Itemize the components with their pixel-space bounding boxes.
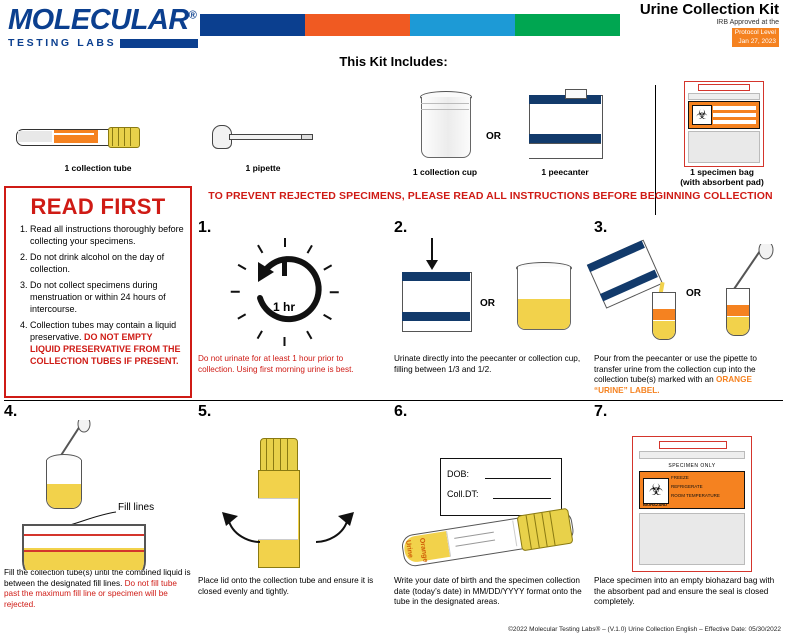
tube-body bbox=[652, 292, 676, 340]
logo-wordmark bbox=[8, 6, 198, 35]
step-7-illustration bbox=[594, 420, 784, 576]
kit-item-label: 1 collection tube bbox=[64, 163, 132, 173]
tube-orange-label bbox=[653, 309, 675, 320]
collection-tube-labeling bbox=[399, 498, 586, 581]
collection-cup-icon bbox=[390, 87, 500, 165]
clock-duration-label: 1 hr bbox=[272, 300, 295, 314]
read-first-item-warning: DO NOT EMPTY LIQUID PRESERVATIVE FROM THE COLLECTION TUBES IF PRESENT. bbox=[30, 331, 181, 366]
peecanter-icon bbox=[505, 87, 625, 165]
irb-protocol-line: Protocol Level bbox=[734, 29, 776, 37]
cap-rib bbox=[280, 439, 281, 473]
bag-seal-strip bbox=[659, 441, 727, 449]
step-3 bbox=[594, 220, 784, 397]
step-5 bbox=[198, 404, 378, 597]
step-6-text: Write your date of birth and the specimen collection date (today’s date) in MM/DD/YYYY format onto the tube in the designated areas. bbox=[394, 576, 582, 607]
step-3-number: 3. bbox=[594, 219, 608, 236]
peecanter-bottom-band bbox=[402, 312, 470, 321]
read-first-item-text: Do not drink alcohol on the day of collection. bbox=[30, 251, 165, 274]
kit-item-specimen-bag bbox=[662, 79, 782, 187]
step-4-illustration bbox=[4, 420, 192, 570]
bag-text-line-2 bbox=[713, 113, 756, 117]
tube-cap bbox=[517, 508, 574, 552]
step-2-illustration bbox=[394, 236, 584, 354]
tube-cap-rib-4 bbox=[130, 127, 131, 146]
tube-cap-rib-2 bbox=[118, 127, 119, 146]
kit-item-collection-tube bbox=[8, 109, 188, 173]
step-1-text-red: Do not urinate for at least 1 hour prior to collection. Using first morning urine is best. bbox=[198, 354, 354, 374]
kit-includes-heading: This Kit Includes: bbox=[339, 54, 448, 69]
fill-line-min bbox=[24, 550, 144, 552]
biohazard-symbol: ☣ bbox=[692, 105, 712, 125]
read-first-item bbox=[30, 224, 184, 248]
logo-wordmark-text: MOLECULAR bbox=[8, 4, 189, 36]
step-6-number: 6. bbox=[394, 403, 408, 420]
step-4-number: 4. bbox=[4, 403, 18, 420]
step-5-number: 5. bbox=[198, 403, 212, 420]
irb-date-line: Jan 27, 2023 bbox=[738, 37, 776, 45]
down-arrow-icon bbox=[418, 236, 448, 272]
step-4 bbox=[4, 404, 192, 611]
tube-closeup-body bbox=[22, 524, 146, 570]
specimen-bag-icon bbox=[662, 79, 782, 165]
kit-or-label: OR bbox=[486, 131, 501, 142]
step-6-illustration bbox=[394, 420, 584, 576]
bag-line-freeze: FREEZE bbox=[671, 475, 689, 480]
cap-rib bbox=[533, 514, 539, 548]
step-2-text: Urinate directly into the peecanter or collection cup, filling between 1/3 and 1/2. bbox=[394, 354, 581, 374]
peecanter-spout bbox=[565, 89, 587, 99]
step-3-or-label: OR bbox=[686, 288, 701, 299]
cup-urine-fill bbox=[518, 299, 570, 329]
fill-lines-label: Fill lines bbox=[118, 502, 155, 513]
tube-cap-rib-1 bbox=[112, 127, 113, 146]
fill-line-max bbox=[24, 534, 144, 536]
collection-tube-icon bbox=[8, 109, 188, 161]
specimen-bag bbox=[632, 436, 752, 572]
read-first-item bbox=[30, 280, 184, 316]
footer-copyright: ©2022 Molecular Testing Labs® – (V.1.0) Urine Collection English – Effective Date: 05/30/2022 bbox=[508, 626, 781, 633]
cap-rib bbox=[266, 439, 267, 473]
step-3-illustration bbox=[594, 236, 784, 354]
color-bar-cyan bbox=[410, 14, 515, 36]
color-bar-orange bbox=[305, 14, 410, 36]
cup-ring bbox=[421, 103, 469, 110]
read-first-item-text: Do not collect specimens during menstruation or within 24 hours of intercourse. bbox=[30, 279, 166, 314]
tube-body bbox=[726, 288, 750, 336]
kit-item-label: 1 specimen bag bbox=[690, 167, 754, 177]
step-7-number: 7. bbox=[594, 403, 608, 420]
bag-title: SPECIMEN ONLY bbox=[668, 463, 716, 469]
tube-urine-fill bbox=[653, 321, 675, 339]
tube-fill-lines-closeup bbox=[12, 524, 192, 570]
read-first-item bbox=[30, 252, 184, 276]
kit-item-label: 1 collection cup bbox=[412, 167, 478, 177]
section-divider bbox=[4, 400, 783, 401]
bag-biohazard-label: BIOHAZARD bbox=[643, 502, 667, 507]
cap-rib bbox=[541, 513, 547, 547]
read-first-item bbox=[30, 320, 184, 368]
dob-field-line[interactable] bbox=[485, 478, 551, 479]
step-1-text bbox=[198, 354, 376, 375]
coll-date-field-line[interactable] bbox=[493, 498, 551, 499]
rotate-arrows-icon bbox=[198, 498, 378, 558]
step-2 bbox=[394, 220, 584, 375]
bag-absorbent-pad bbox=[688, 131, 760, 163]
peecanter-bottom-band bbox=[529, 134, 601, 143]
instructions-banner: TO PREVENT REJECTED SPECIMENS, PLEASE READ ALL INSTRUCTIONS BEFORE BEGINNING COLLECTION bbox=[208, 190, 773, 202]
step-2-number: 2. bbox=[394, 219, 408, 236]
peecanter-illustration bbox=[402, 272, 472, 334]
step-1-number: 1. bbox=[198, 219, 212, 236]
page-title: Urine Collection Kit bbox=[639, 1, 779, 18]
kit-item-collection-cup bbox=[390, 87, 500, 177]
kit-contents-row bbox=[0, 69, 787, 191]
clock-icon bbox=[230, 238, 338, 346]
bag-text-line-3 bbox=[713, 120, 756, 124]
logo-bar bbox=[120, 39, 198, 48]
coll-date-field-label: Coll.DT: bbox=[447, 489, 479, 499]
bag-line-refrigerate: REFRIGERATE bbox=[671, 484, 703, 489]
peecanter-base bbox=[529, 143, 601, 158]
step-1 bbox=[198, 220, 376, 375]
step-5-illustration bbox=[198, 420, 378, 576]
pipette-transfer bbox=[706, 244, 780, 344]
read-first-box bbox=[4, 186, 192, 398]
pipette-tip bbox=[301, 134, 313, 140]
read-first-item-text: Read all instructions thoroughly before collecting your specimens. bbox=[30, 224, 184, 246]
tube-orange-text: Orange bbox=[417, 537, 429, 563]
step-4-text bbox=[4, 568, 192, 611]
step-6 bbox=[394, 404, 584, 608]
step-3-text-orange: ORANGE “URINE” LABEL. bbox=[594, 375, 752, 395]
peecanter-top-band bbox=[402, 272, 470, 281]
read-first-title: READ FIRST bbox=[30, 194, 166, 219]
cap-rib bbox=[273, 439, 274, 473]
logo-registered-mark: ® bbox=[188, 9, 197, 22]
bag-absorbent-pad bbox=[639, 513, 745, 565]
step-4-text-red: Do not fill tube past the maximum fill line or specimen will be rejected. bbox=[4, 578, 177, 609]
step-3-text bbox=[594, 354, 784, 397]
kit-item-pipette bbox=[188, 109, 338, 173]
read-first-item-text: Collection tubes may contain a liquid preservative. bbox=[30, 319, 177, 342]
bag-zip bbox=[639, 451, 745, 459]
tube-urine-text: Urine bbox=[404, 539, 414, 559]
biohazard-icon: ☣ bbox=[643, 478, 669, 504]
irb-approved-label: IRB Approved at the bbox=[716, 18, 779, 26]
step-3-text-a: Pour from the peecanter or use the pipette to transfer urine from the collection cup into the collection tube(s) marked with an bbox=[594, 354, 757, 385]
bag-seal-strip bbox=[698, 84, 750, 91]
tube-cap-rib-3 bbox=[124, 127, 125, 146]
cup-body bbox=[517, 267, 571, 330]
tube-write-line-2[interactable] bbox=[455, 540, 495, 547]
step-1-illustration bbox=[198, 236, 376, 354]
irb-protocol-badge bbox=[732, 28, 779, 47]
kit-item-peecanter bbox=[505, 87, 625, 177]
dob-field-label: DOB: bbox=[447, 469, 470, 479]
tube-label-line bbox=[54, 133, 94, 135]
pipette-stem bbox=[229, 134, 305, 140]
step-4-text-a: Fill the collection tube(s) until the combined liquid is between the designated fill lines. bbox=[4, 568, 191, 588]
bag-text-line-1 bbox=[713, 106, 756, 110]
step-7-text: Place specimen into an empty biohazard bag with the absorbent pad and ensure the seal is closed completely. bbox=[594, 576, 775, 607]
tube-write-line-1[interactable] bbox=[454, 532, 494, 539]
kit-item-sublabel: (with absorbent pad) bbox=[680, 177, 764, 187]
pipette-icon bbox=[188, 109, 338, 161]
read-first-list bbox=[12, 224, 184, 368]
tube-orange-label bbox=[727, 305, 749, 316]
header-color-bars bbox=[200, 14, 620, 36]
tube-shoulder bbox=[18, 131, 52, 142]
cap-rib bbox=[549, 512, 555, 546]
step-2-or-label: OR bbox=[480, 298, 495, 309]
tube-cap bbox=[260, 438, 298, 474]
kit-item-label: 1 peecanter bbox=[541, 167, 589, 177]
kit-item-label: 1 pipette bbox=[245, 163, 281, 173]
collection-tube-target-2 bbox=[720, 288, 754, 338]
bag-biohazard-panel bbox=[639, 471, 745, 509]
tube-orange-label bbox=[54, 130, 98, 143]
cap-rib bbox=[526, 515, 532, 549]
clock-arrow-icon bbox=[230, 238, 338, 346]
bag-zip bbox=[688, 93, 760, 100]
peecanter-body bbox=[402, 272, 472, 332]
collection-cup-illustration bbox=[512, 262, 574, 336]
brand-logo bbox=[8, 6, 198, 49]
logo-subtitle: TESTING LABS bbox=[8, 37, 117, 49]
logo-subtitle-row bbox=[8, 37, 198, 49]
step-7 bbox=[594, 404, 784, 608]
kit-title-block bbox=[559, 2, 779, 48]
page-header bbox=[0, 0, 787, 52]
bag-biohazard-panel bbox=[688, 101, 760, 129]
cap-rib bbox=[287, 439, 288, 473]
collection-tube-target bbox=[646, 292, 680, 340]
step-5-text: Place lid onto the collection tube and ensure it is closed evenly and tightly. bbox=[198, 576, 374, 596]
tube-urine-fill bbox=[727, 317, 749, 335]
bag-line-room-temp: ROOM TEMPERATURE bbox=[671, 493, 720, 498]
color-bar-blue bbox=[200, 14, 305, 36]
